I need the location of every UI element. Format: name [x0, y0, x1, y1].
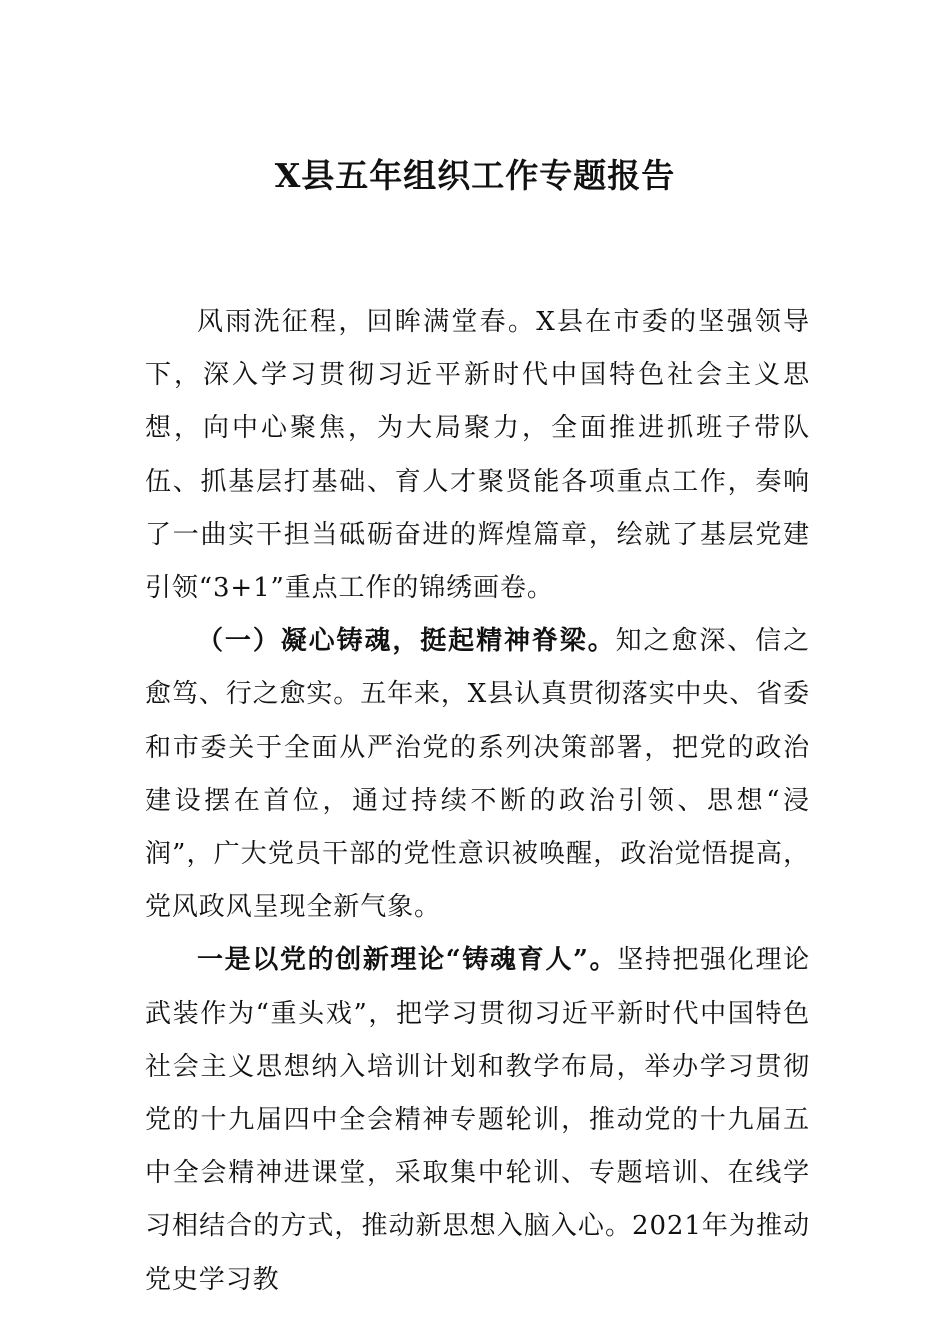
point-1-text: 坚持把强化理论武装作为“重头戏”，把学习贯彻习近平新时代中国特色社会主义思想纳入培训计划和教学布局，举办学习贯彻党的十九届四中全会精神专题轮训，推动党的十九届五中全会精神进课堂，采取集中轮训、专题培训、在线学习相结合的方式，推动新思想入脑入心。2021年为推动党史学习教: [145, 945, 811, 1295]
document-title: X县五年组织工作专题报告: [274, 156, 676, 195]
paragraph-intro: [145, 296, 810, 615]
paragraph-point-1: [145, 934, 810, 1306]
section-1-text: 知之愈深、信之愈笃、行之愈实。五年来，X县认真贯彻落实中央、省委和市委关于全面从严治党的系列决策部署，把党的政治建设摆在首位，通过持续不断的政治引领、思想“浸润”，广大党员干部的党性意识被唤醒，政治觉悟提高，党风政风呈现全新气象。: [145, 626, 811, 923]
paragraph-intro-text: 风雨洗征程，回眸满堂春。X县在市委的坚强领导下，深入学习贯彻习近平新时代中国特色社会主义思想，向中心聚焦，为大局聚力，全面推进抓班子带队伍、抓基层打基础、育人才聚贤能各项重点工作，奏响了一曲实干担当砥砺奋进的辉煌篇章，绘就了基层党建引领“3+1”重点工作的锦绣画卷。: [145, 307, 810, 604]
point-1-heading: 一是以党的创新理论“铸魂育人”。: [197, 945, 618, 976]
paragraph-section-1: [145, 615, 810, 934]
document-body: [145, 296, 810, 1307]
section-1-heading: （一）凝心铸魂，挺起精神脊梁。: [197, 626, 616, 657]
